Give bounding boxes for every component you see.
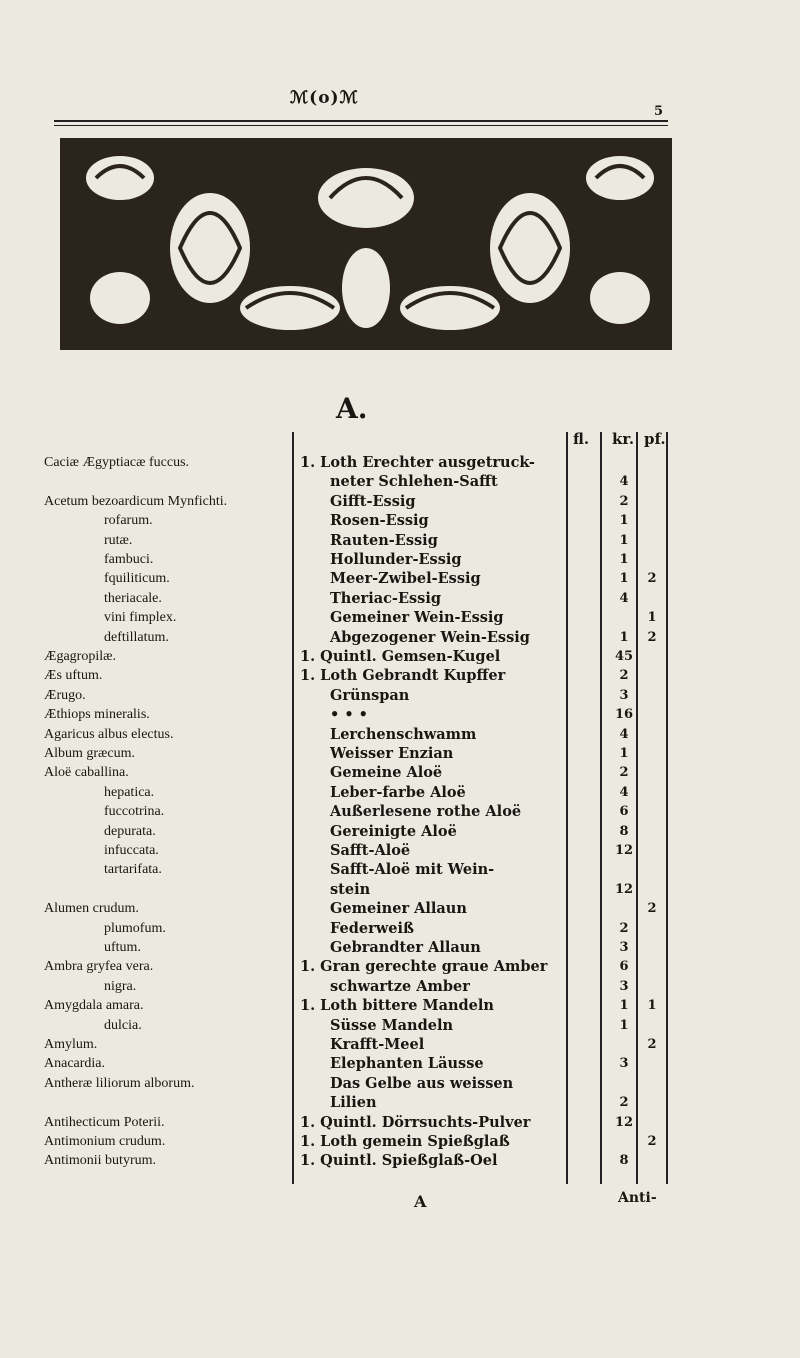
- german-name: Lerchenschwamm: [330, 726, 477, 743]
- german-name: 1. Gran gerechte graue Amber: [300, 958, 548, 975]
- german-name: Weisser Enzian: [330, 745, 454, 762]
- latin-name: theriacale.: [104, 591, 162, 606]
- page-number: 5: [654, 104, 664, 119]
- kreuzer-price: 4: [619, 474, 629, 489]
- kreuzer-price: 4: [619, 785, 629, 800]
- latin-name: Alumen crudum.: [44, 901, 139, 916]
- column-head-pf: pf.: [644, 430, 666, 448]
- kreuzer-price: 6: [619, 804, 629, 819]
- german-name: Gemeiner Allaun: [330, 900, 467, 917]
- kreuzer-price: 12: [614, 843, 634, 858]
- latin-name: Caciæ Ægyptiacæ fuccus.: [44, 455, 190, 470]
- german-name: 1. Quintl. Gemsen-Kugel: [300, 648, 501, 665]
- kreuzer-price: 4: [619, 727, 629, 742]
- kreuzer-price: 2: [619, 1095, 629, 1110]
- kreuzer-price: 45: [614, 649, 634, 664]
- latin-name: Æs uftum.: [44, 668, 103, 683]
- kreuzer-price: 2: [619, 765, 629, 780]
- latin-name: nigra.: [104, 979, 137, 994]
- pfennig-price: [640, 956, 664, 978]
- german-name: Das Gelbe aus weissen: [330, 1075, 514, 1092]
- latin-name: Ærugo.: [44, 688, 86, 703]
- kreuzer-price: 1: [619, 513, 629, 528]
- german-name: Krafft-Meel: [330, 1036, 425, 1053]
- header-rule: [54, 120, 668, 122]
- german-name: Außerlesene rothe Aloë: [330, 803, 522, 820]
- german-name: Gereinigte Aloë: [330, 823, 457, 840]
- german-name: Süsse Mandeln: [330, 1017, 454, 1034]
- kreuzer-price: 3: [619, 940, 629, 955]
- kreuzer-price: 3: [619, 688, 629, 703]
- latin-name: [44, 1092, 294, 1114]
- latin-name: [44, 471, 294, 493]
- pfennig-price: [640, 859, 664, 881]
- pfennig-price: [640, 1092, 664, 1114]
- german-name: Gifft-Essig: [330, 493, 416, 510]
- pfennig-price: 2: [647, 1134, 657, 1149]
- latin-name: Antihecticum Poterii.: [44, 1115, 165, 1130]
- latin-name: Antimonium crudum.: [44, 1134, 166, 1149]
- latin-name: vini fimplex.: [104, 610, 177, 625]
- kreuzer-price: 12: [614, 1115, 634, 1130]
- german-name: schwartze Amber: [330, 978, 470, 995]
- german-name: Grünspan: [330, 687, 410, 704]
- pfennig-price: 2: [647, 571, 657, 586]
- latin-name: deftillatum.: [104, 630, 169, 645]
- german-name: Elephanten Läusse: [330, 1055, 484, 1072]
- german-name: Rosen-Essig: [330, 512, 429, 529]
- kreuzer-price: 2: [619, 494, 629, 509]
- latin-name: fuccotrina.: [104, 804, 165, 819]
- latin-name: dulcia.: [104, 1018, 142, 1033]
- german-name: Federweiß: [330, 920, 414, 937]
- german-name: neter Schlehen-Safft: [330, 473, 498, 490]
- column-head-kr: kr.: [612, 430, 635, 448]
- german-name: 1. Loth Gebrandt Kupffer: [300, 667, 506, 684]
- pfennig-price: [640, 801, 664, 823]
- kreuzer-price: [612, 898, 636, 920]
- column-head-fl: fl.: [573, 430, 590, 448]
- kreuzer-price: 1: [619, 746, 629, 761]
- pfennig-price: [640, 1053, 664, 1075]
- latin-name: Aloë caballina.: [44, 765, 129, 780]
- german-name: Lilien: [330, 1094, 377, 1111]
- kreuzer-price: 2: [619, 921, 629, 936]
- latin-name: Æthiops mineralis.: [44, 707, 150, 722]
- kreuzer-price: 3: [619, 1056, 629, 1071]
- german-name: • • •: [330, 706, 368, 723]
- pfennig-price: [640, 665, 664, 687]
- german-name: Gebrandter Allaun: [330, 939, 481, 956]
- german-name: Theriac-Essig: [330, 590, 441, 607]
- floral-ornament-band: [60, 138, 672, 350]
- german-name: Leber-farbe Aloë: [330, 784, 466, 801]
- german-name: 1. Quintl. Dörrsuchts-Pulver: [300, 1114, 531, 1131]
- kreuzer-price: 1: [619, 630, 629, 645]
- latin-name: fquiliticum.: [104, 571, 170, 586]
- catchword-right: Anti-: [618, 1190, 657, 1206]
- pfennig-price: [640, 510, 664, 532]
- column-divider: [636, 432, 638, 1184]
- kreuzer-price: [612, 607, 636, 629]
- german-name: stein: [330, 881, 371, 898]
- kreuzer-price: 8: [619, 824, 629, 839]
- pfennig-price: 2: [647, 630, 657, 645]
- latin-name: depurata.: [104, 824, 156, 839]
- pfennig-price: 1: [647, 998, 657, 1013]
- latin-name: uftum.: [104, 940, 141, 955]
- kreuzer-price: 1: [619, 1018, 629, 1033]
- german-name: 1. Loth Erechter ausgetruck-: [300, 454, 535, 471]
- column-divider: [600, 432, 602, 1184]
- latin-name: Antheræ liliorum alborum.: [44, 1076, 195, 1091]
- kreuzer-price: 12: [614, 882, 634, 897]
- german-name: Hollunder-Essig: [330, 551, 462, 568]
- running-header-ornament: ℳ(o)ℳ: [290, 88, 359, 108]
- pfennig-price: 1: [647, 610, 657, 625]
- latin-name: Amygdala amara.: [44, 998, 144, 1013]
- kreuzer-price: 8: [619, 1153, 629, 1168]
- german-name: Safft-Aloë: [330, 842, 411, 859]
- pfennig-price: [640, 471, 664, 493]
- latin-name: Antimonii butyrum.: [44, 1153, 156, 1168]
- latin-name: infuccata.: [104, 843, 159, 858]
- kreuzer-price: 4: [619, 591, 629, 606]
- latin-name: Ægagropilæ.: [44, 649, 116, 664]
- pfennig-price: 2: [647, 1037, 657, 1052]
- latin-name: rofarum.: [104, 513, 153, 528]
- kreuzer-price: [612, 859, 636, 881]
- german-name: Safft-Aloë mit Wein-: [330, 861, 495, 878]
- kreuzer-price: 1: [619, 571, 629, 586]
- latin-name: Anacardia.: [44, 1056, 106, 1071]
- latin-name: hepatica.: [104, 785, 155, 800]
- pfennig-price: [640, 762, 664, 784]
- german-name: 1. Loth bittere Mandeln: [300, 997, 494, 1014]
- latin-name: fambuci.: [104, 552, 154, 567]
- german-name: Abgezogener Wein-Essig: [330, 629, 530, 646]
- column-divider: [666, 432, 668, 1184]
- german-name: Rauten-Essig: [330, 532, 438, 549]
- german-name: 1. Quintl. Spießglaß-Oel: [300, 1152, 498, 1169]
- section-letter: A.: [336, 392, 368, 425]
- latin-name: Amylum.: [44, 1037, 98, 1052]
- pfennig-price: [640, 1150, 664, 1172]
- kreuzer-price: 1: [619, 533, 629, 548]
- kreuzer-price: 1: [619, 552, 629, 567]
- latin-name: Ambra gryfea vera.: [44, 959, 154, 974]
- kreuzer-price: 1: [619, 998, 629, 1013]
- latin-name: plumofum.: [104, 921, 166, 936]
- kreuzer-price: 6: [619, 959, 629, 974]
- german-name: Gemeine Aloë: [330, 764, 443, 781]
- german-name: Gemeiner Wein-Essig: [330, 609, 504, 626]
- header-rule-thin: [54, 125, 668, 126]
- german-name: 1. Loth gemein Spießglaß: [300, 1133, 510, 1150]
- pfennig-price: [640, 704, 664, 726]
- latin-name: Acetum bezoardicum Mynfichti.: [44, 494, 228, 509]
- kreuzer-price: 2: [619, 668, 629, 683]
- latin-name: Agaricus albus electus.: [44, 727, 174, 742]
- kreuzer-price: 16: [614, 707, 634, 722]
- catchword-center: A: [414, 1192, 427, 1211]
- latin-name: tartarifata.: [104, 862, 162, 877]
- latin-name: rutæ.: [104, 533, 133, 548]
- german-name: Meer-Zwibel-Essig: [330, 570, 481, 587]
- pfennig-price: 2: [647, 901, 657, 916]
- latin-name: Album græcum.: [44, 746, 135, 761]
- kreuzer-price: 3: [619, 979, 629, 994]
